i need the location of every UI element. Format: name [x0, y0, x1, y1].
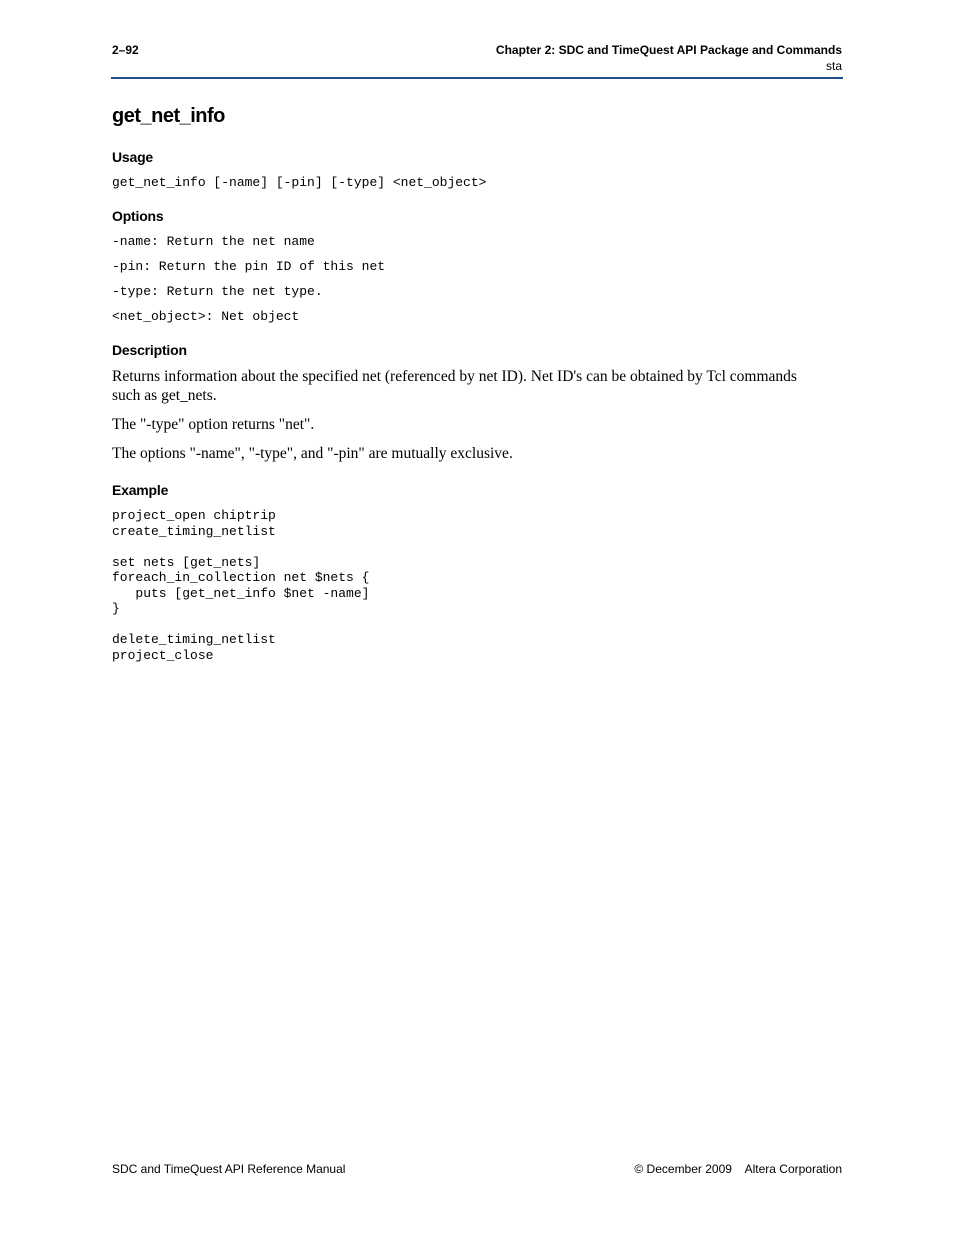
example-heading: Example: [112, 482, 169, 498]
header-rule: [111, 77, 843, 79]
description-paragraph: Returns information about the specified net (referenced by net ID). Net ID's can be obtained by Tcl commands such as get_nets.: [112, 368, 797, 404]
option-pin: -pin: Return the pin ID of this net: [112, 259, 386, 274]
usage-syntax: get_net_info [-name] [-pin] [-type] <net_object>: [112, 175, 487, 190]
example-code: project_open chiptrip create_timing_netlist set nets [get_nets] foreach_in_collection net $nets { puts [get_net_info $net -name] } delete_timing_netlist project_close: [112, 508, 370, 663]
chapter-title: Chapter 2: SDC and TimeQuest API Package and Commands: [495, 43, 842, 57]
description-heading: Description: [112, 342, 187, 358]
manual-title: SDC and TimeQuest API Reference Manual: [112, 1162, 346, 1176]
copyright: © December 2009 Altera Corporation: [634, 1162, 842, 1176]
command-title: get_net_info: [112, 105, 225, 127]
page-number: 2–92: [112, 43, 139, 57]
option-type: -type: Return the net type.: [112, 284, 323, 299]
options-heading: Options: [112, 208, 164, 224]
option-net-object: <net_object>: Net object: [112, 309, 300, 324]
option-name: -name: Return the net name: [112, 234, 315, 249]
usage-heading: Usage: [112, 149, 154, 165]
description-paragraph: The options "-name", "-type", and "-pin" are mutually exclusive.: [112, 445, 513, 462]
description-paragraph: The "-type" option returns "net".: [112, 416, 315, 433]
section-name: sta: [825, 59, 842, 73]
